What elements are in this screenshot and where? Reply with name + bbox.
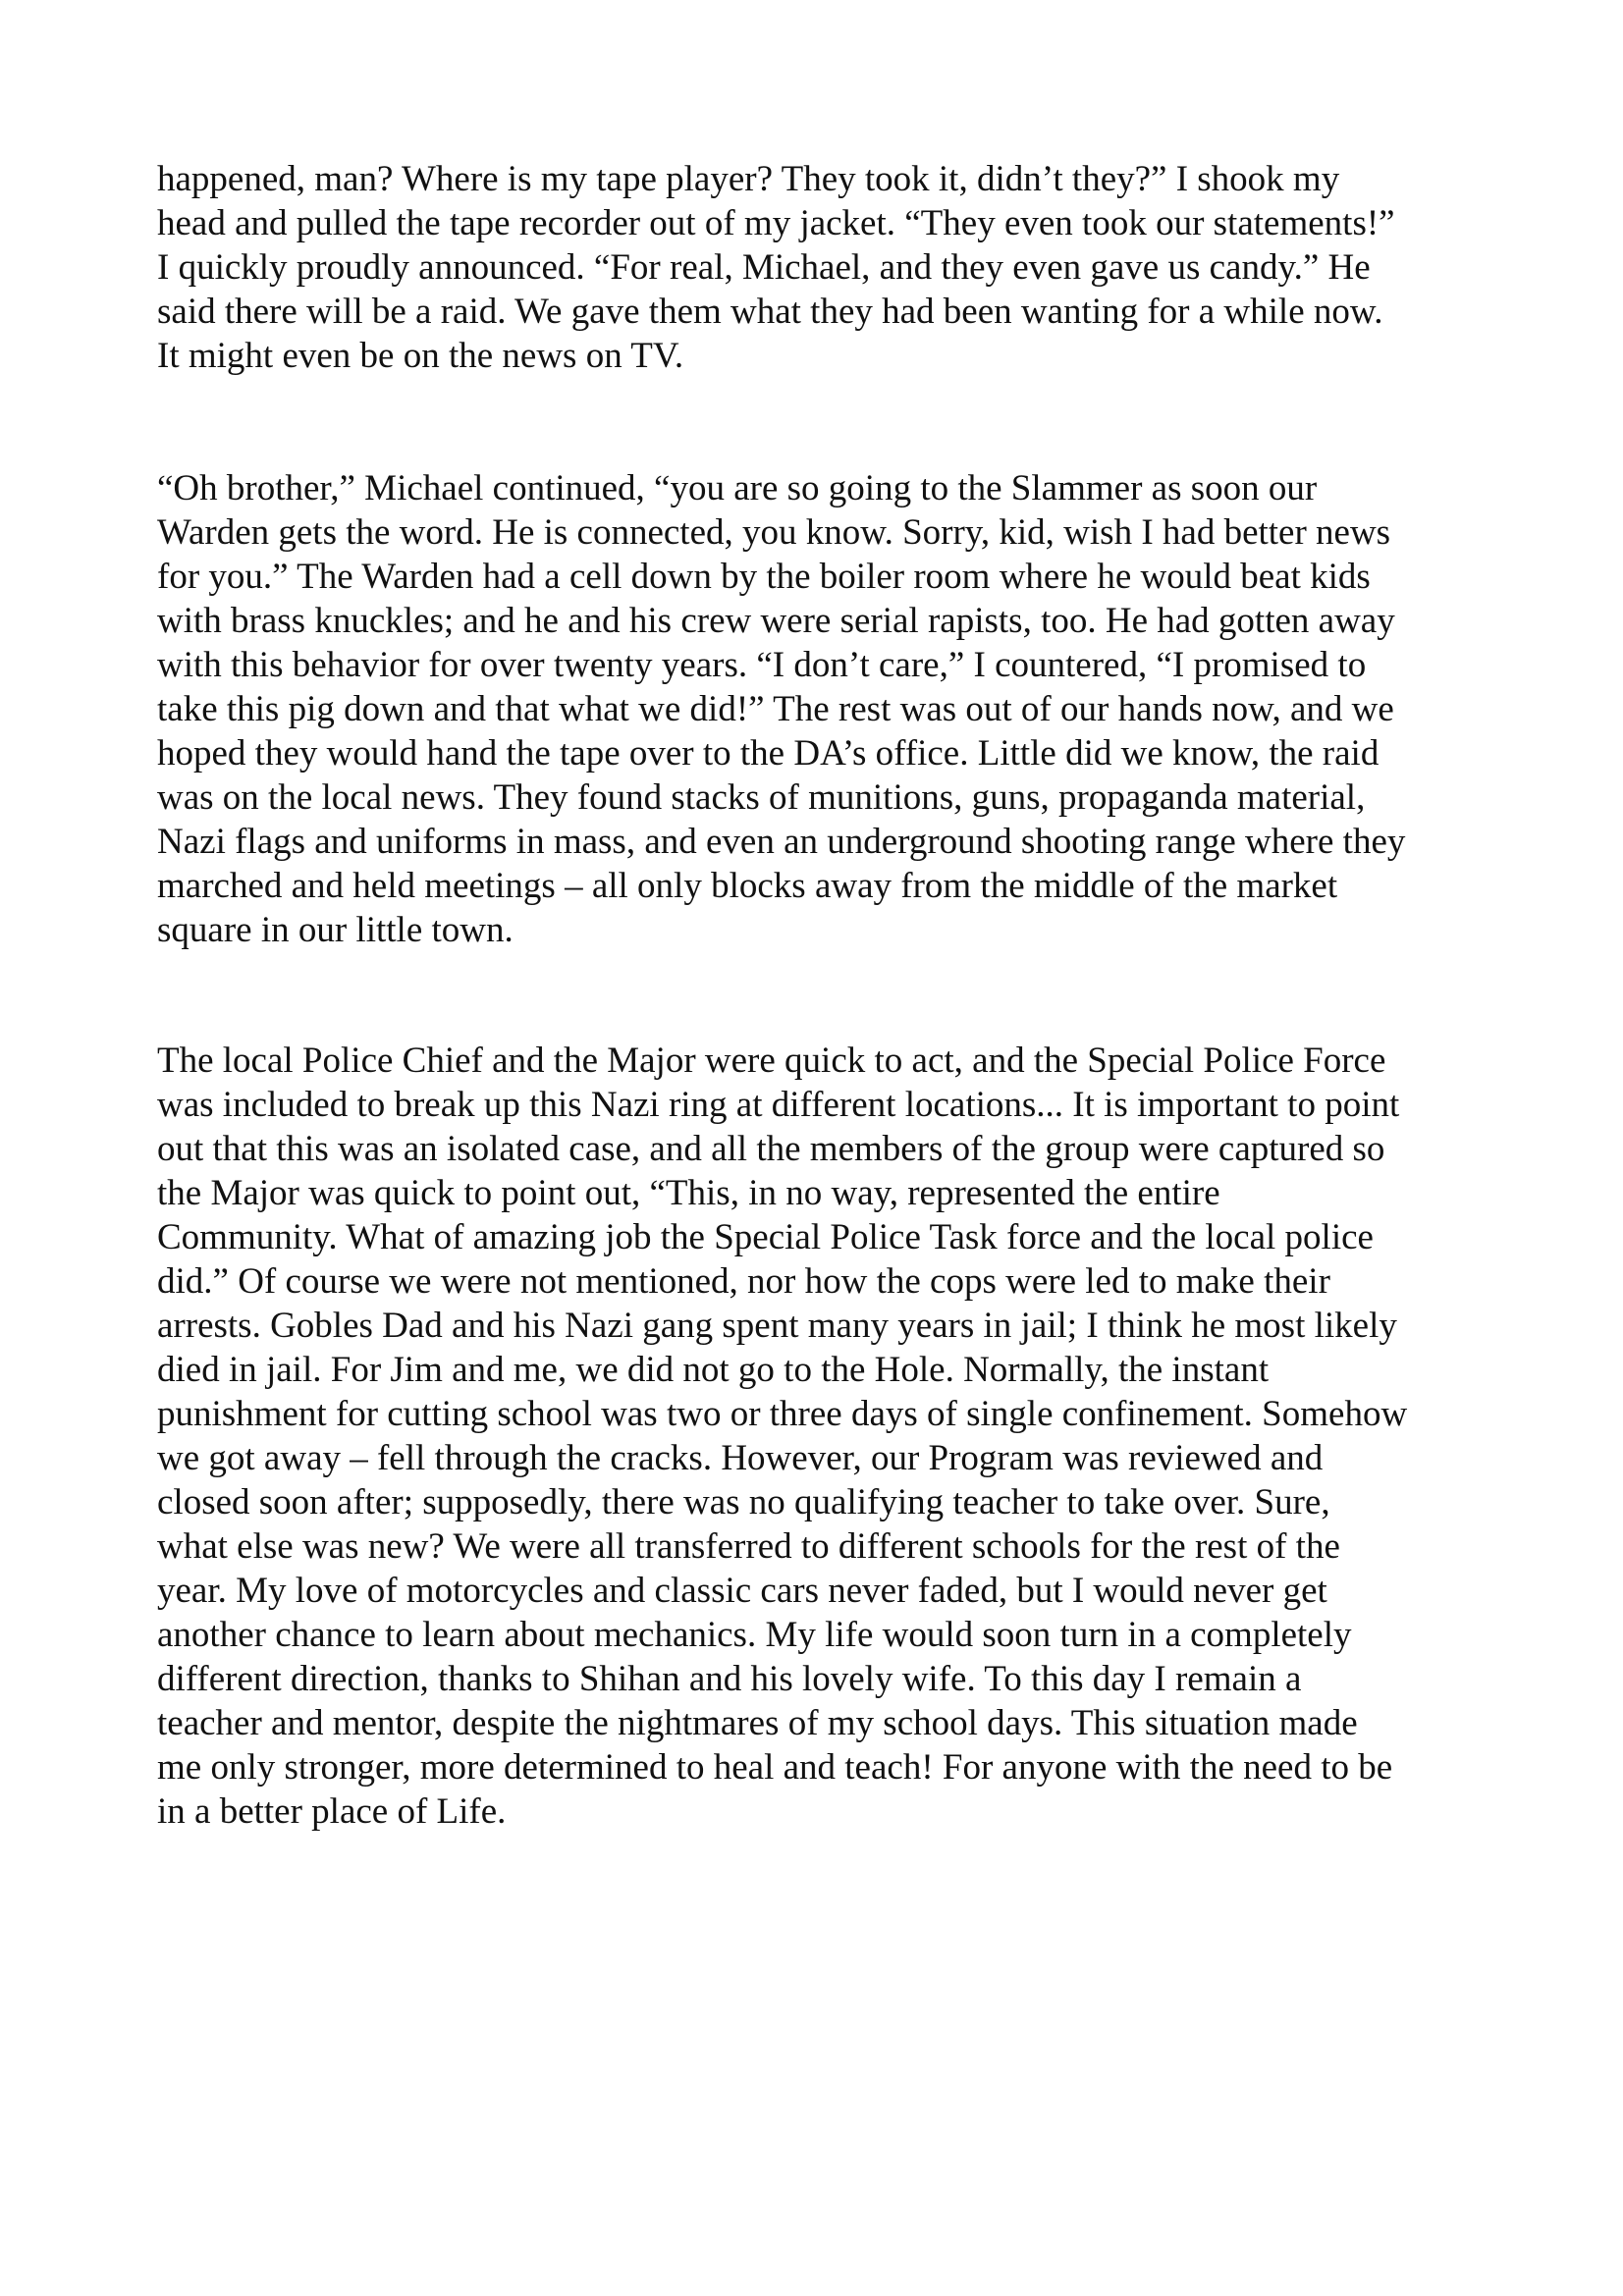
paragraph-line: said there will be a raid. We gave them what they had been wanting for a while now. bbox=[157, 292, 1383, 332]
paragraph-line: did.” Of course we were not mentioned, nor how the cops were led to make their bbox=[157, 1261, 1330, 1302]
paragraph-line: happened, man? Where is my tape player? They took it, didn’t they?” I shook my bbox=[157, 159, 1340, 199]
paragraph-line: what else was new? We were all transferred to different schools for the rest of the bbox=[157, 1526, 1340, 1567]
paragraph-line: died in jail. For Jim and me, we did not go to the Hole. Normally, the instant bbox=[157, 1350, 1270, 1390]
paragraph-line: The local Police Chief and the Major were quick to act, and the Special Police Force bbox=[157, 1041, 1386, 1081]
paragraph-line: marched and held meetings – all only blocks away from the middle of the market bbox=[157, 866, 1338, 906]
paragraph-3 bbox=[157, 1039, 1483, 1834]
paragraph-line: out that this was an isolated case, and all the members of the group were captured so bbox=[157, 1129, 1385, 1169]
paragraph-line: with this behavior for over twenty years. “I don’t care,” I countered, “I promised to bbox=[157, 645, 1367, 685]
paragraph-line: take this pig down and that what we did!” The rest was out of our hands now, and we bbox=[157, 689, 1394, 729]
paragraph-line: “Oh brother,” Michael continued, “you are so going to the Slammer as soon our bbox=[157, 468, 1318, 508]
paragraph-line: closed soon after; supposedly, there was no qualifying teacher to take over. Sure, bbox=[157, 1482, 1330, 1522]
paragraph-line: arrests. Gobles Dad and his Nazi gang spent many years in jail; I think he most likely bbox=[157, 1306, 1397, 1346]
paragraph-line: for you.” The Warden had a cell down by the boiler room where he would beat kids bbox=[157, 557, 1371, 597]
paragraph-line: hoped they would hand the tape over to the DA’s office. Little did we know, the raid bbox=[157, 733, 1380, 774]
paragraph-line: teacher and mentor, despite the nightmares of my school days. This situation made bbox=[157, 1703, 1358, 1743]
paragraph-2 bbox=[157, 466, 1483, 952]
paragraph-line: was on the local news. They found stacks of munitions, guns, propaganda material, bbox=[157, 777, 1366, 818]
paragraph-line: head and pulled the tape recorder out of my jacket. “They even took our statements!” bbox=[157, 203, 1395, 243]
paragraph-line: was included to break up this Nazi ring at different locations... It is important to point bbox=[157, 1085, 1400, 1125]
paragraph-line: Community. What of amazing job the Special Police Task force and the local police bbox=[157, 1217, 1374, 1257]
paragraph-line: punishment for cutting school was two or three days of single confinement. Somehow bbox=[157, 1394, 1408, 1434]
paragraph-line: different direction, thanks to Shihan and his lovely wife. To this day I remain a bbox=[157, 1659, 1302, 1699]
paragraph-line: me only stronger, more determined to heal and teach! For anyone with the need to be bbox=[157, 1747, 1393, 1788]
paragraph-line: Warden gets the word. He is connected, you know. Sorry, kid, wish I had better news bbox=[157, 512, 1391, 553]
paragraph-line: year. My love of motorcycles and classic cars never faded, but I would never get bbox=[157, 1571, 1327, 1611]
paragraph-1 bbox=[157, 157, 1483, 378]
paragraph-line: I quickly proudly announced. “For real, Michael, and they even gave us candy.” He bbox=[157, 247, 1371, 288]
paragraph-line: we got away – fell through the cracks. However, our Program was reviewed and bbox=[157, 1438, 1324, 1478]
paragraph-line: the Major was quick to point out, “This, in no way, represented the entire bbox=[157, 1173, 1220, 1213]
paragraph-line: square in our little town. bbox=[157, 910, 514, 950]
paragraph-line: another chance to learn about mechanics. My life would soon turn in a completely bbox=[157, 1615, 1352, 1655]
paragraph-line: in a better place of Life. bbox=[157, 1791, 507, 1832]
paragraph-line: It might even be on the news on TV. bbox=[157, 336, 684, 376]
paragraph-line: with brass knuckles; and he and his crew were serial rapists, too. He had gotten away bbox=[157, 601, 1395, 641]
paragraph-line: Nazi flags and uniforms in mass, and even an underground shooting range where they bbox=[157, 822, 1406, 862]
